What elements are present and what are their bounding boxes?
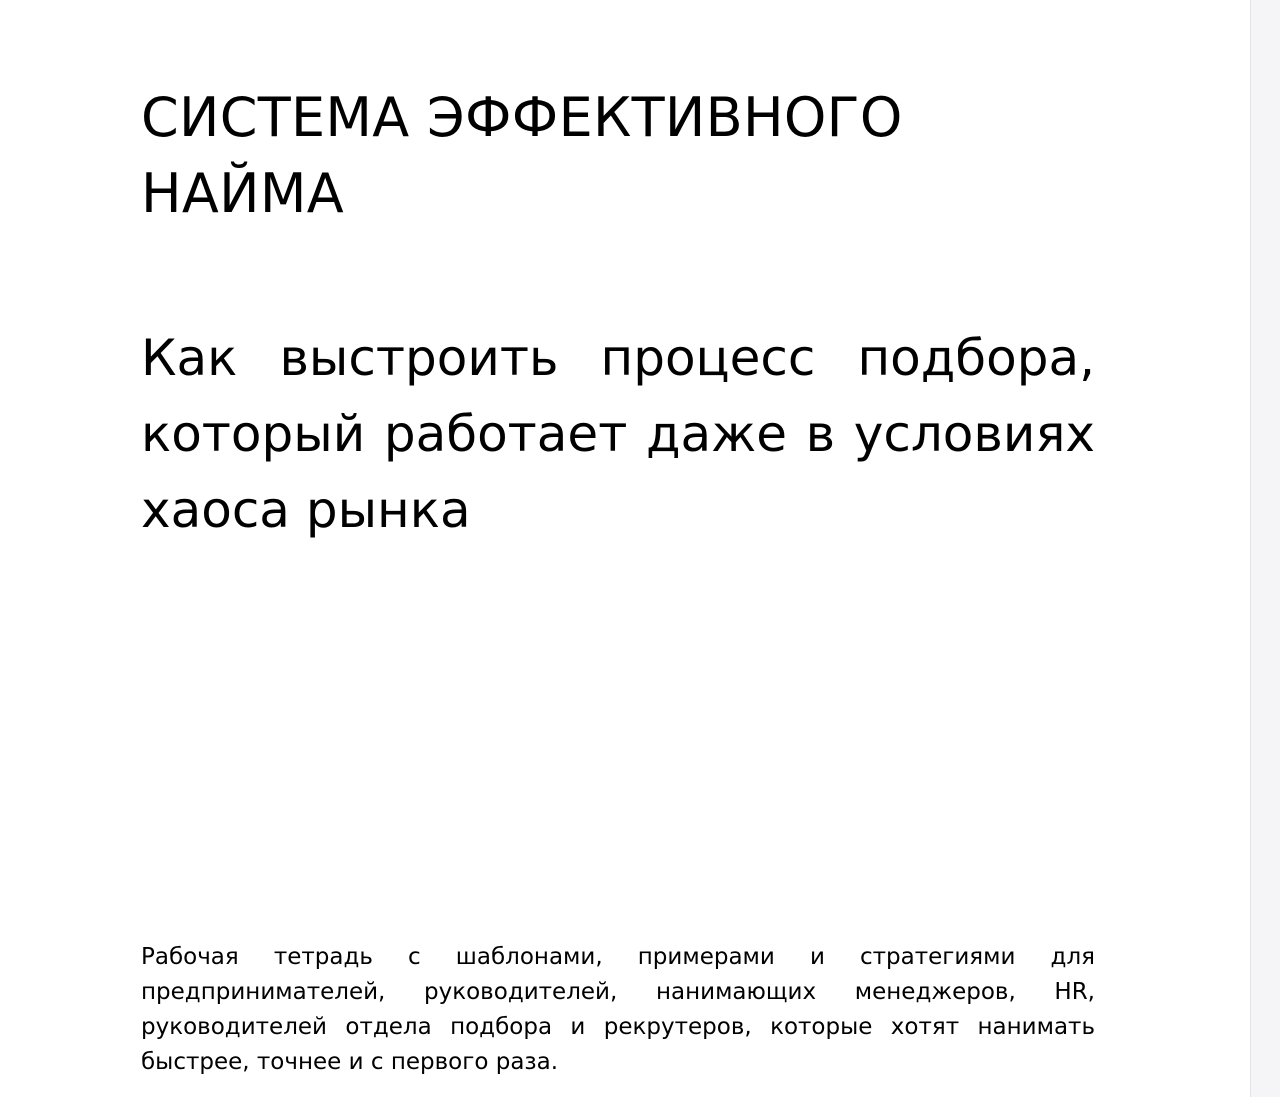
scrollbar-track[interactable] xyxy=(1250,0,1280,1097)
document-description: Рабочая тетрадь с шаблонами, примерами и стратегиями для предпринимателей, руководителей, нанимающих менеджеров, HR, руководителей отдела подбора и рекрутеров, которые хотят нанимать быстрее, точнее и с первого раза. xyxy=(141,944,1095,1075)
document-title: СИСТЕМА ЭФФЕКТИВНОГО НАЙМА xyxy=(141,86,903,225)
document-subtitle: Как выстроить процесс подбора, который работает даже в условиях хаоса рынка xyxy=(141,329,1095,539)
